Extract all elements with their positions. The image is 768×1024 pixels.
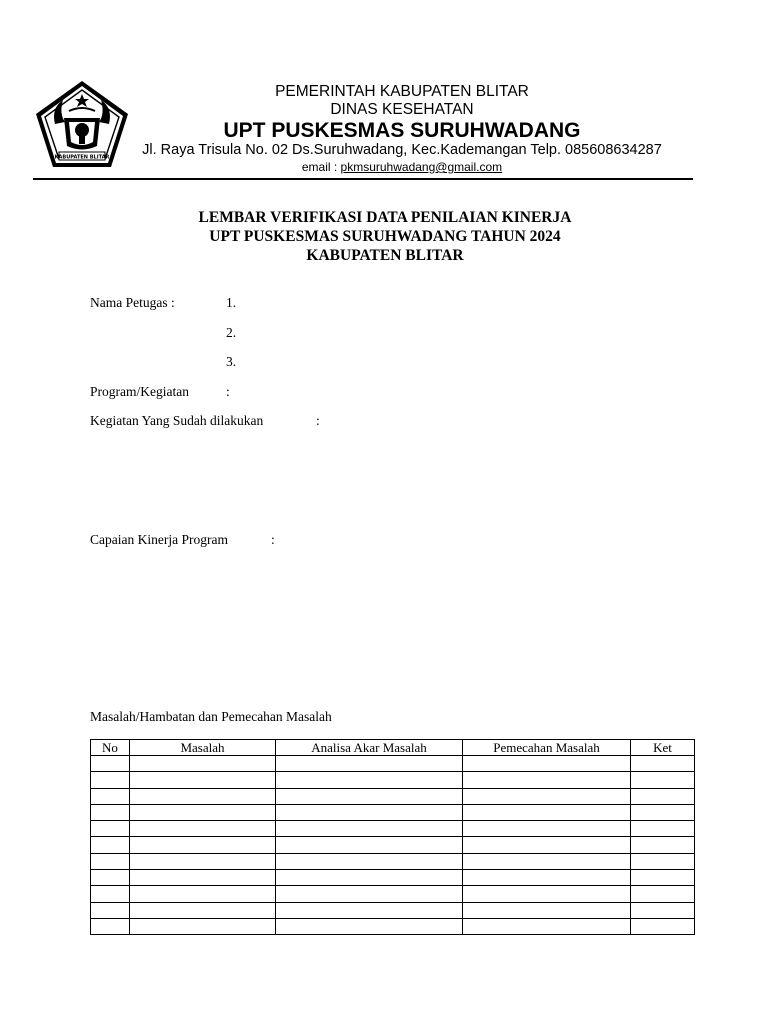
table-row — [91, 918, 695, 934]
kegiatan-label: Kegiatan Yang Sudah dilakukan — [90, 413, 264, 428]
table-cell — [130, 772, 276, 788]
masalah-section-title: Masalah/Hambatan dan Pemecahan Masalah — [90, 709, 332, 724]
table-cell — [91, 837, 130, 853]
petugas-number-3: 3. — [226, 354, 237, 369]
nama-petugas-label: Nama Petugas : — [90, 295, 175, 310]
table-row — [91, 870, 695, 886]
program-colon: : — [226, 384, 230, 399]
table-cell — [130, 853, 276, 869]
table-cell — [130, 756, 276, 772]
table-body — [91, 756, 695, 935]
table-row — [91, 886, 695, 902]
table-cell — [463, 772, 631, 788]
logo-caption: KABUPATEN BLITAR — [54, 154, 110, 161]
table-cell — [463, 788, 631, 804]
table-header-row — [91, 740, 695, 756]
table-row — [91, 821, 695, 837]
table-cell — [631, 886, 695, 902]
table-cell — [463, 902, 631, 918]
table-cell — [631, 870, 695, 886]
table-cell — [463, 918, 631, 934]
table-row — [91, 902, 695, 918]
table-cell — [631, 788, 695, 804]
table-row — [91, 788, 695, 804]
table-cell — [130, 788, 276, 804]
header-department: DINAS KESEHATAN — [330, 101, 474, 118]
table-cell — [130, 837, 276, 853]
table-cell — [631, 804, 695, 820]
table-cell — [276, 918, 463, 934]
table-cell — [130, 918, 276, 934]
table-cell — [631, 853, 695, 869]
table-cell — [91, 853, 130, 869]
table-cell — [463, 821, 631, 837]
program-kegiatan-label: Program/Kegiatan — [90, 384, 189, 399]
table-cell — [91, 756, 130, 772]
table-cell — [463, 870, 631, 886]
email-label: email : — [301, 160, 341, 174]
column-header-masalah: Masalah — [130, 740, 276, 756]
document-title-line3: KABUPATEN BLITAR — [306, 247, 464, 264]
table-cell — [91, 886, 130, 902]
header-email — [128, 160, 676, 174]
table-cell — [91, 788, 130, 804]
masalah-table — [90, 739, 695, 935]
table-cell — [91, 902, 130, 918]
table-cell — [463, 886, 631, 902]
petugas-number-1: 1. — [226, 295, 237, 310]
document-title-line2: UPT PUSKESMAS SURUHWADANG TAHUN 2024 — [209, 228, 561, 245]
column-header-pemecahan: Pemecahan Masalah — [463, 740, 631, 756]
table-row — [91, 837, 695, 853]
capaian-colon: : — [271, 532, 275, 547]
column-header-ket: Ket — [631, 740, 695, 756]
kabupaten-blitar-logo — [33, 78, 131, 170]
header-address: Jl. Raya Trisula No. 02 Ds.Suruhwadang, Kec.Kademangan Telp. 085608634287 — [142, 142, 662, 158]
table-cell — [276, 804, 463, 820]
header-government: PEMERINTAH KABUPATEN BLITAR — [275, 83, 529, 100]
table-cell — [276, 902, 463, 918]
column-header-analisa: Analisa Akar Masalah — [276, 740, 463, 756]
table-cell — [276, 756, 463, 772]
table-cell — [631, 902, 695, 918]
table-row — [91, 772, 695, 788]
table-cell — [130, 902, 276, 918]
table-cell — [91, 804, 130, 820]
table-row — [91, 756, 695, 772]
table-cell — [91, 772, 130, 788]
table-cell — [463, 837, 631, 853]
table-cell — [130, 821, 276, 837]
table-cell — [463, 756, 631, 772]
table-cell — [91, 918, 130, 934]
table-row — [91, 804, 695, 820]
table-cell — [130, 804, 276, 820]
table-cell — [276, 886, 463, 902]
petugas-number-2: 2. — [226, 325, 237, 340]
table-cell — [631, 918, 695, 934]
document-title-line1: LEMBAR VERIFIKASI DATA PENILAIAN KINERJA — [198, 209, 572, 226]
column-header-no: No — [91, 740, 130, 756]
table-cell — [276, 837, 463, 853]
table-cell — [130, 870, 276, 886]
table-cell — [631, 821, 695, 837]
table-cell — [91, 821, 130, 837]
table-cell — [91, 870, 130, 886]
table-cell — [276, 821, 463, 837]
capaian-label: Capaian Kinerja Program — [90, 532, 228, 547]
table-cell — [276, 870, 463, 886]
kegiatan-colon: : — [316, 413, 320, 428]
email-link[interactable]: pkmsuruhwadang@gmail.com — [340, 160, 503, 174]
table-cell — [276, 772, 463, 788]
table-cell — [130, 886, 276, 902]
table-cell — [463, 853, 631, 869]
table-row — [91, 853, 695, 869]
header-divider — [33, 178, 693, 180]
table-cell — [276, 853, 463, 869]
table-cell — [631, 837, 695, 853]
table-cell — [631, 756, 695, 772]
table-cell — [463, 804, 631, 820]
table-cell — [631, 772, 695, 788]
table-cell — [276, 788, 463, 804]
header-institution: UPT PUSKESMAS SURUHWADANG — [223, 119, 581, 142]
